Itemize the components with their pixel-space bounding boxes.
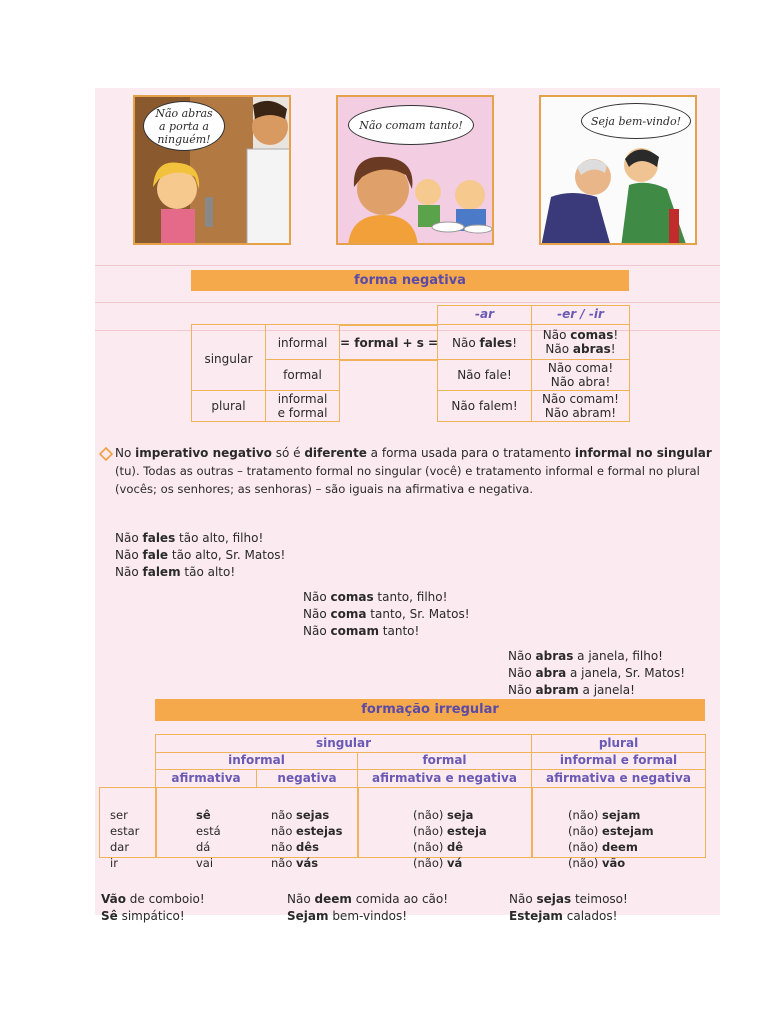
er-formal-value: Não coma! Não abra!: [547, 361, 614, 389]
er-informal-value: Não comas! Não abras!: [542, 328, 619, 356]
example-line: Não fales tão alto, filho!: [115, 531, 264, 545]
example-line: Não fale tão alto, Sr. Matos!: [115, 548, 286, 562]
comic-panel-1: [133, 95, 291, 245]
singular-label: singular: [204, 352, 253, 366]
note-line-1: No imperativo negativo só é diferente a forma usada para o tratamento informal no singular: [115, 446, 712, 460]
rule-formal-plus-s: = formal + s =: [340, 336, 439, 350]
bottom-examples-col-3: [509, 874, 628, 942]
formal-column: (não) seja (não) esteja (não) dê (não) vá: [413, 808, 487, 870]
formal-afneg-header: afirmativa e negativa: [372, 771, 517, 785]
examples-group-2: [303, 572, 470, 657]
separator-line: [95, 265, 720, 266]
examples-group-1: [115, 513, 285, 598]
bottom-examples-col-2: [287, 874, 448, 942]
speech-bubble-2: Não comam tanto!: [348, 105, 474, 145]
col-header-er-ir: -er / -ir: [557, 307, 604, 321]
col-header-ar: -ar: [475, 307, 494, 321]
verb-estar: estar: [110, 824, 140, 838]
formacao-irregular-title: formação irregular: [155, 699, 705, 721]
body-divider: [531, 787, 533, 858]
example-line: Vão de comboio!: [101, 892, 205, 906]
informal-label: informal: [277, 336, 328, 350]
rule-bottom-line: [340, 359, 437, 361]
verb-ir: ir: [110, 856, 118, 870]
diamond-icon: [99, 447, 113, 461]
informal-header: informal: [228, 753, 285, 767]
informal-e-formal-label: informal e formal: [277, 392, 328, 420]
example-line: Não falem tão alto!: [115, 565, 236, 579]
example-line: Não coma tanto, Sr. Matos!: [303, 607, 470, 621]
negativa-header: negativa: [277, 771, 337, 785]
er-plural-value: Não comam! Não abram!: [542, 392, 619, 420]
body-divider: [357, 787, 359, 858]
ar-informal-value: Não fales!: [451, 336, 518, 350]
example-line: Estejam calados!: [509, 909, 618, 923]
formal-header: formal: [422, 753, 467, 767]
example-line: Não comam tanto!: [303, 624, 420, 638]
singular-header: singular: [315, 736, 372, 750]
afirmativa-column: sê está dá vai: [196, 808, 221, 870]
example-line: Não abras a janela, filho!: [508, 649, 663, 663]
formal-label: formal: [283, 368, 322, 382]
verb-dar: dar: [110, 840, 130, 854]
example-line: Não abram a janela!: [508, 683, 635, 697]
example-line: Sejam bem-vindos!: [287, 909, 408, 923]
plural-header: plural: [598, 736, 639, 750]
example-line: Sê simpático!: [101, 909, 185, 923]
example-line: Não deem comida ao cão!: [287, 892, 449, 906]
speech-bubble-1: Não abras a porta a ninguém!: [143, 101, 225, 151]
note-line-3: (vocês; os senhores; as senhoras) – são iguais na afirmativa e negativa.: [115, 482, 534, 496]
verb-ser: ser: [110, 808, 128, 822]
plural-label: plural: [211, 399, 246, 413]
ar-formal-value: Não fale!: [457, 368, 512, 382]
ar-plural-value: Não falem!: [451, 399, 518, 413]
bottom-examples-col-1: [101, 874, 205, 942]
example-line: Não abra a janela, Sr. Matos!: [508, 666, 686, 680]
forma-negativa-title: forma negativa: [191, 270, 629, 291]
informal-e-formal-header: informal e formal: [559, 753, 678, 767]
separator-line: [95, 302, 720, 303]
comic-panel-2: [336, 95, 494, 245]
body-divider: [155, 787, 157, 858]
speech-bubble-3: Seja bem-vindo!: [581, 103, 691, 139]
afirmativa-header: afirmativa: [171, 771, 241, 785]
example-line: Não comas tanto, filho!: [303, 590, 448, 604]
note-line-2: (tu). Todas as outras – tratamento formal no singular (você) e tratamento informal e formal no plural: [115, 464, 700, 478]
example-line: Não sejas teimoso!: [509, 892, 628, 906]
plural-column: (não) sejam (não) estejam (não) deem (não) vão: [568, 808, 654, 870]
rule-top-line: [340, 324, 437, 326]
negativa-column: não sejas não estejas não dês não vás: [271, 808, 343, 870]
plural-afneg-header: afirmativa e negativa: [546, 771, 691, 785]
comic-panel-3: [539, 95, 697, 245]
